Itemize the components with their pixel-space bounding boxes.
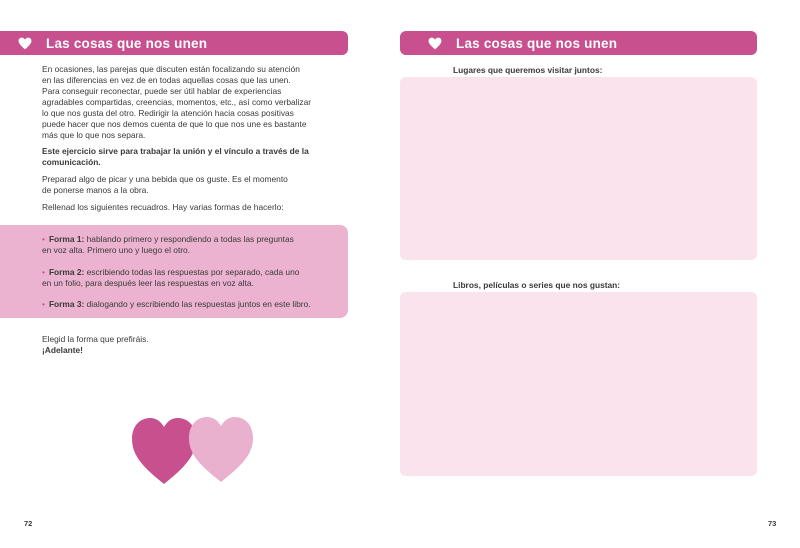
heart-icon [14,32,36,54]
intro-line: Para conseguir reconectar, puede ser útil hablar de experiencias [42,86,282,96]
form-name: Forma 2: [48,267,85,277]
media-label: Libros, películas o series que nos gustan: [453,280,621,290]
form-text: en un folio, para después leer las respuestas en voz alta. [42,278,254,288]
closing-text [42,334,347,356]
page-number: 73 [768,519,777,528]
bullet: • [42,267,45,277]
page-title: Las cosas que nos unen [456,35,618,51]
form-name: Forma 1: [48,234,85,244]
prep-line: Preparad algo de picar y una bebida que os guste. Es el momento [42,174,288,184]
bullet: • [42,234,45,244]
dark-heart-icon [132,418,196,484]
media-write-box[interactable] [400,292,757,476]
places-write-box[interactable] [400,77,757,260]
intro-line: más que lo que nos separa. [42,130,146,140]
left-header-bar [0,31,348,55]
form-option-2 [42,267,342,289]
instructions-line: Rellenad los siguientes recuadros. Hay varias formas de hacerlo: [42,202,284,212]
forms-box [0,225,348,318]
intro-line: puede hacer que nos demos cuenta de que lo que nos une es bastante [42,119,307,129]
intro-line: lo que nos gusta del otro. Redirigir la atención hacia cosas positivas [42,108,294,118]
heart-icon [424,32,446,54]
prep-line: de ponerse manos a la obra. [42,185,149,195]
intro-line: En ocasiones, las parejas que discuten están focalizando su atención [42,64,300,74]
form-name: Forma 3: [48,299,85,309]
purpose-line: Este ejercicio sirve para trabajar la unión y el vínculo a través de la [42,146,309,156]
intro-paragraph [42,64,347,141]
hearts-illustration [128,410,262,486]
page-title: Las cosas que nos unen [46,35,208,51]
intro-line: agradables compartidas, creencias, momentos, etc., así como verbalizar [42,97,312,107]
form-text: dialogando y escribiendo las respuestas juntos en este libro. [84,299,311,309]
page-number: 72 [24,519,33,528]
right-page [400,0,800,548]
form-text: en voz alta. Primero uno y luego el otro. [42,245,191,255]
form-text: escribiendo todas las respuestas por separado, cada uno [84,267,300,277]
exercise-purpose [42,146,347,168]
closing-exclamation: ¡Adelante! [42,345,83,355]
form-option-3 [42,299,342,310]
closing-line: Elegid la forma que prefiráis. [42,334,149,344]
form-text: hablando primero y respondiendo a todas las preguntas [84,234,294,244]
right-header-bar [400,31,757,55]
places-label: Lugares que queremos visitar juntos: [453,65,603,75]
form-option-1 [42,234,342,256]
prep-paragraph [42,174,347,196]
intro-line: en las diferencias en vez de en todas aquellas cosas que las unen. [42,75,291,85]
purpose-line: comunicación. [42,157,101,167]
light-heart-icon [189,417,253,482]
bullet: • [42,299,45,309]
